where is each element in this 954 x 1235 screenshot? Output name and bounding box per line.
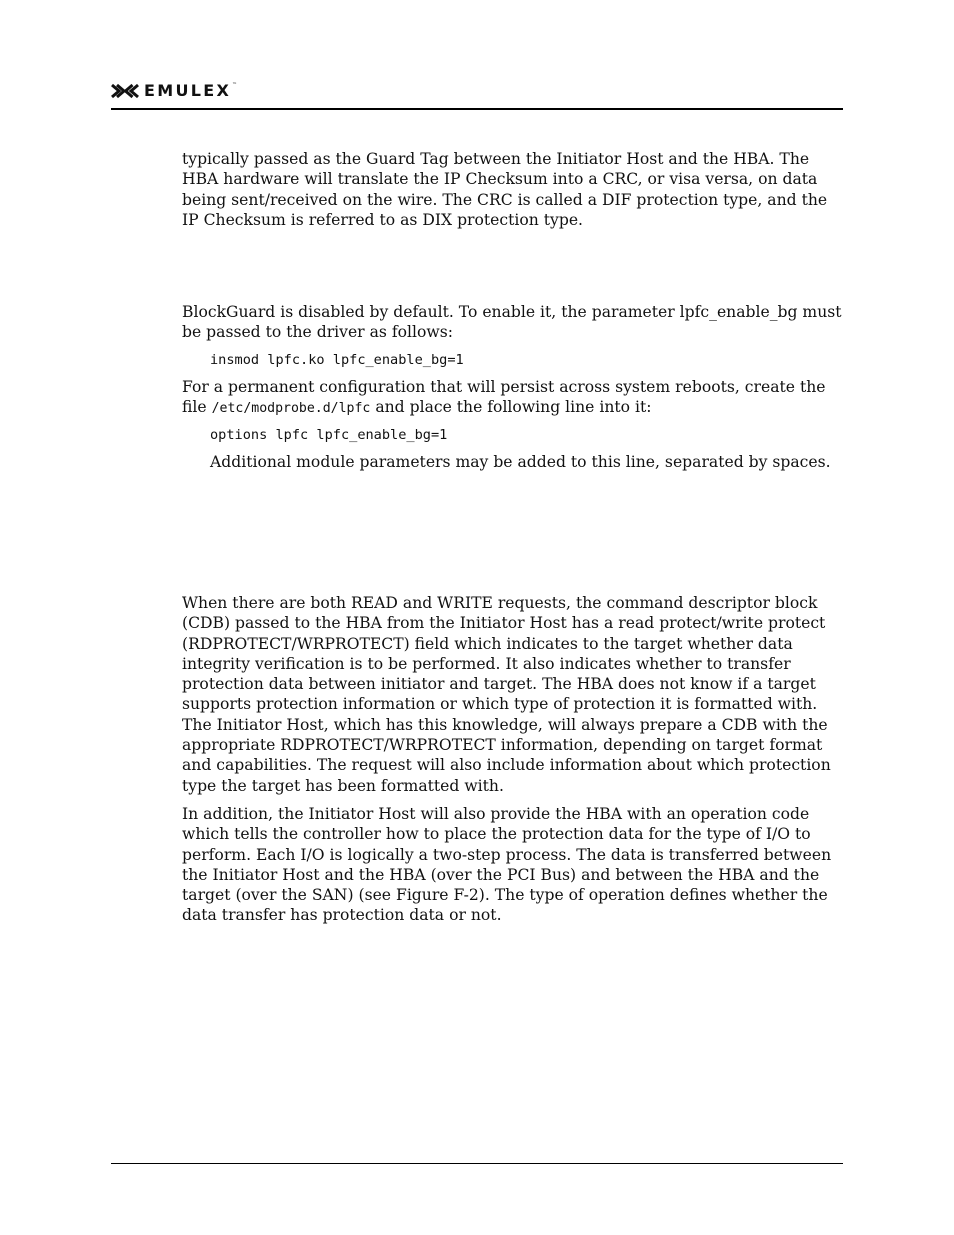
paragraph-text-end: and place the following line into it: [370,398,652,417]
paragraph-text: Additional module parameters may be added to this line, separated by spaces. [210,453,831,471]
emulex-mark-icon [111,83,139,99]
header-rule [111,108,843,110]
paragraph-text: When there are both READ and WRITE requests, the command descriptor block (CDB) passed to the HBA from the Initiator Host has a read protect/write protect (RDPROTECT/WRPROTECT) field which indicates to the target whether data integrity verification is to be performed. It also indicates whether to transfer protection data between initiator and target. The HBA does not know if a target supports protection information or which type of protection it is formatted with. The Initiator Host, which has this knowledge, will always prepare a CDB with the appropriate RDPROTECT/WRPROTECT information, depending on target format and capabilities. The request will also include information about which protection type the target has been formatted with. [182,594,831,795]
footer-rule [111,1163,843,1164]
paragraph-cdb [182,593,844,796]
paragraph-operation-code [182,804,844,926]
code-insmod: insmod lpfc.ko lpfc_enable_bg=1 [210,352,464,368]
paragraph-dif-dix [182,149,844,230]
file-path: /etc/modprobe.d/lpfc [211,401,371,417]
paragraph-text: In addition, the Initiator Host will also provide the HBA with an operation code which tells the controller how to place the protection data for the type of I/O to perform. Each I/O is logically a two-step process. The data is transferred between the Initiator Host and the HBA (over the PCI Bus) and between the HBA and the target (over the SAN) (see Figure F-2). The type of operation defines whether the data transfer has protection data or not. [182,805,832,925]
paragraph-text-start: For a permanent configuration that will persist across system reboots, create the file [182,378,826,417]
paragraph-text: BlockGuard is disabled by default. To enable it, the parameter lpfc_enable_bg must be passed to the driver as follows: [182,303,842,342]
emulex-logo [111,80,237,102]
paragraph-text: typically passed as the Guard Tag between the Initiator Host and the HBA. The HBA hardware will translate the IP Checksum into a CRC, or visa versa, on data being sent/received on the wire. The CRC is called a DIF protection type, and the IP Checksum is referred to as DIX protection type. [182,150,828,229]
logo-wordmark: EMULEX [144,81,232,100]
paragraph-blockguard [182,302,844,343]
paragraph-additional-params [210,452,844,472]
code-options: options lpfc lpfc_enable_bg=1 [210,427,448,443]
paragraph-permanent-config [182,377,844,420]
logo-trademark: ™ [232,82,238,88]
paragraph-text [182,377,844,420]
